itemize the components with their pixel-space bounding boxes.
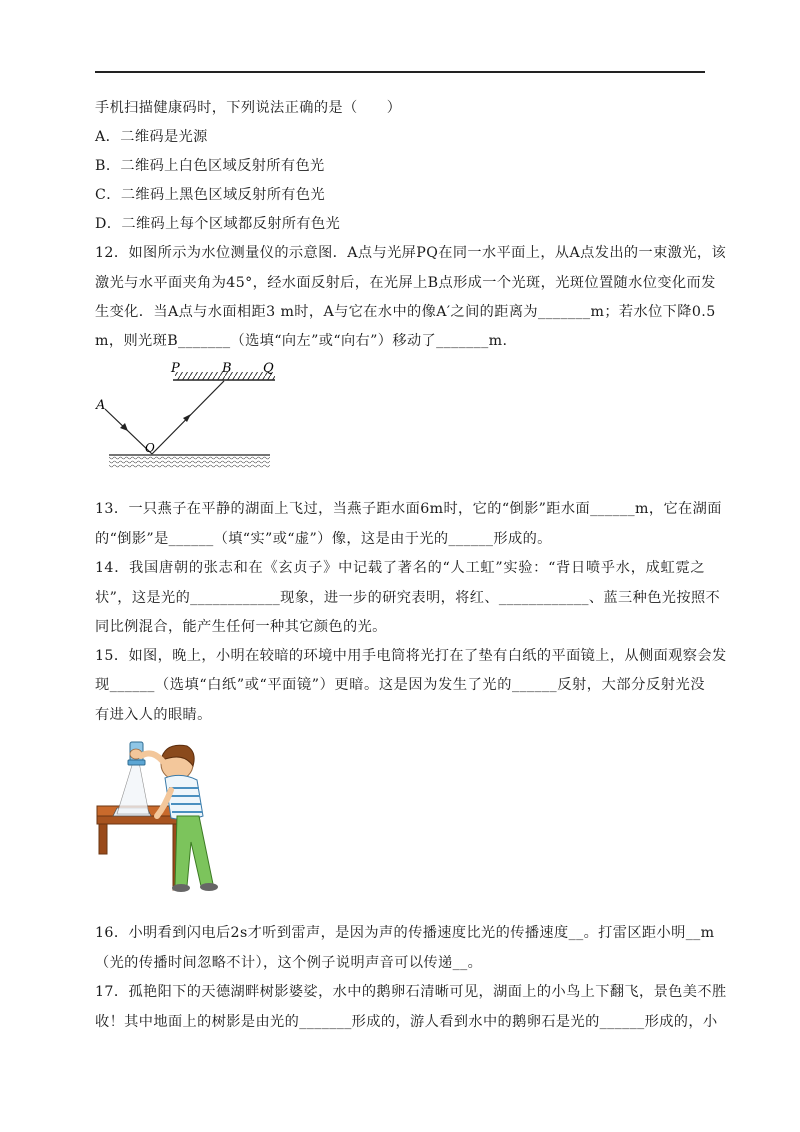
question-12-line-1: 12．如图所示为水位测量仪的示意图．A点与光屏PQ在同一水平面上，从A点发出的一束激光，该: [95, 245, 727, 261]
water-level-diagram: [95, 360, 275, 470]
label-b: B: [222, 361, 232, 376]
option-a: A．二维码是光源: [95, 129, 208, 145]
option-d: D．二维码上每个区域都反射所有色光: [95, 216, 341, 232]
label-o: O: [145, 441, 155, 455]
question-12-line-4: m，则光斑B_______（选填“向左”或“向右”）移动了_______m.: [95, 333, 508, 349]
label-a: A: [96, 398, 106, 413]
question-12-line-2: 激光与水平面夹角为45°，经水面反射后，在光屏上B点形成一个光斑，光斑位置随水位变化而发: [95, 275, 716, 291]
question-17-line-1: 17．孤艳阳下的天德湖畔树影婆娑，水中的鹅卵石清晰可见，湖面上的小鸟上下翻飞，景色美不胜: [95, 984, 727, 1000]
question-15-line-1: 15．如图，晚上，小明在较暗的环境中用手电筒将光打在了垫有白纸的平面镜上，从侧面观察会发: [95, 648, 727, 664]
question-14-line-3: 同比例混合，能产生任何一种其它颜色的光。: [95, 619, 387, 635]
label-p: P: [171, 361, 180, 376]
question-16-line-1: 16．小明看到闪电后2s才听到雷声，是因为声的传播速度比光的传播速度__。打雷区距小明__m: [95, 925, 715, 941]
question-13-line-1: 13．一只燕子在平静的湖面上飞过，当燕子距水面6m时，它的“倒影”距水面______m，它在湖面: [95, 501, 722, 517]
question-11-stem: 手机扫描健康码时，下列说法正确的是（ ）: [95, 100, 402, 116]
header-rule: [95, 71, 705, 73]
water-body: [109, 456, 270, 468]
option-c: C．二维码上黑色区域反射所有色光: [95, 187, 326, 203]
option-b: B．二维码上白色区域反射所有色光: [95, 158, 325, 174]
question-14-line-1: 14．我国唐朝的张志和在《玄贞子》中记载了著名的“人工虹”实验：“背日喷乎水，成虹霓之: [95, 560, 705, 576]
question-15-line-3: 有进入人的眼睛。: [95, 707, 212, 723]
question-14-line-2: 状”，这是光的____________现象，进一步的研究表明，将红、____________、蓝三种色光按照不: [95, 590, 721, 606]
question-17-line-2: 收！其中地面上的树影是由光的_______形成的，游人看到水中的鹅卵石是光的______形成的，小: [95, 1014, 718, 1030]
question-13-line-2: 的“倒影”是______（填“实”或“虚”）像，这是由于光的______形成的。: [95, 531, 552, 547]
boy-flashlight-illustration: [95, 738, 235, 893]
question-12-line-3: 生变化．当A点与水面相距3 m时，A与它在水中的像A′之间的距离为_______m；若水位下降0.5: [95, 304, 716, 320]
label-q: Q: [263, 361, 274, 376]
question-16-line-2: （光的传播时间忽略不计），这个例子说明声音可以传递__。: [95, 955, 483, 971]
question-15-line-2: 现______（选填“白纸”或“平面镜”）更暗。这是因为发生了光的______反射，大部分反射光没: [95, 677, 705, 693]
